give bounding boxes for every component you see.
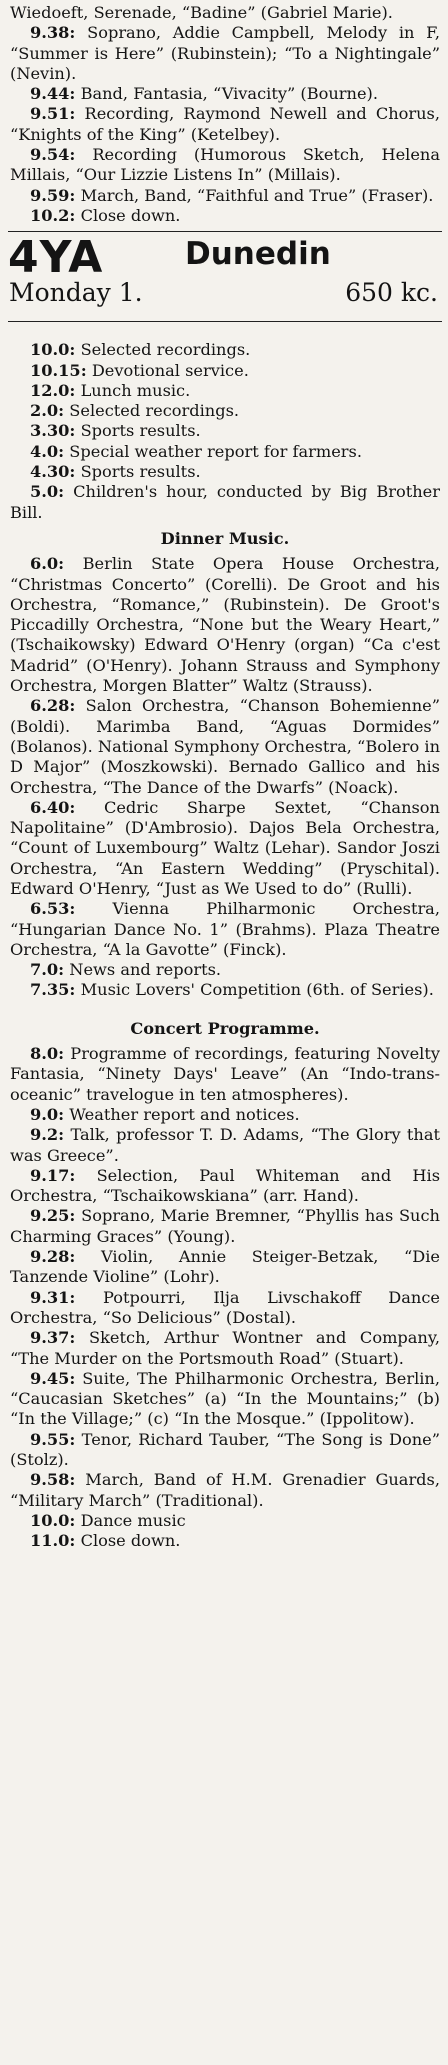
station-call-sign: 4YA <box>8 232 104 284</box>
entry-time: 10.15: <box>30 360 87 380</box>
entry-text: Dance music <box>80 1510 186 1530</box>
entry-time: 9.55: <box>30 1429 76 1449</box>
entry-time: 9.31: <box>30 1287 76 1307</box>
programme-entry <box>10 1105 440 1125</box>
dinner-music-heading: Dinner Music. <box>160 528 290 548</box>
entry-text: Salon Orchestra, “Chanson Bohemienne” (Boldi). Marimba Band, “Aguas Dormides” (Bolanos). National Symphony Orchestra, “Bolero in D Major” (Moszkowski). Bernado Gallico and his Orchestra, “The Dance of the Dwarfs” (Noack). <box>10 696 440 797</box>
entry-time: 9.58: <box>30 1470 76 1490</box>
previous-station-listing <box>10 3 440 226</box>
programme-entry <box>10 798 440 899</box>
programme-entry <box>10 3 440 23</box>
programme-entry <box>10 186 440 206</box>
entry-text: Sketch, Arthur Wontner and Company, “The Murder on the Portsmouth Road” (Stuart). <box>10 1328 440 1368</box>
daytime-programme <box>10 340 440 523</box>
entry-time: 9.25: <box>30 1206 76 1226</box>
entry-text: Cedric Sharpe Sextet, “Chanson Napolitaine” (D'Ambrosio). Dajos Bela Orchestra, “Count of Luxembourg” Waltz (Lehar). Sandor Joszi Orchestra, “An Eastern Wedding” (Pryschital). Edward O'Henry, “Just as We Used to do” (Rulli). <box>10 797 440 898</box>
entry-time: 3.30: <box>30 421 76 441</box>
entry-text: News and reports. <box>69 960 222 980</box>
entry-text: Programme of recordings, featuring Novelty Fantasia, “Ninety Days' Leave” (An “Indo-trans-oceanic” travelogue in ten atmospheres). <box>10 1044 440 1104</box>
spacer <box>10 328 440 340</box>
programme-entry <box>10 554 440 696</box>
entry-time: 9.45: <box>30 1368 76 1388</box>
programme-entry <box>10 1511 440 1531</box>
programme-entry <box>10 84 440 104</box>
station-city: Dunedin <box>185 236 331 273</box>
entry-text: Music Lovers' Competition (6th. of Series). <box>80 980 434 1000</box>
entry-time: 12.0: <box>30 380 76 400</box>
programme-entry <box>10 1430 440 1471</box>
dinner-music-programme <box>10 554 440 1001</box>
entry-text: Sports results. <box>80 462 201 482</box>
entry-time: 9.28: <box>30 1247 76 1267</box>
programme-entry <box>10 23 440 84</box>
entry-time: 8.0: <box>30 1044 65 1064</box>
entry-text: Special weather report for farmers. <box>69 441 362 461</box>
programme-entry <box>10 960 440 980</box>
entry-text: Selection, Paul Whiteman and His Orchestra, “Tschaikowskiana” (arr. Hand). <box>10 1165 440 1206</box>
concert-programme <box>10 1044 440 1551</box>
spacer <box>10 1001 440 1013</box>
programme-entry <box>10 442 440 462</box>
programme-entry <box>10 1288 440 1329</box>
entry-text: Suite, The Philharmonic Orchestra, Berlin, “Caucasian Sketches” (a) “In the Mountains;” (b) “In the Village;” (c) “In the Mosque.” (Ippolitow). <box>10 1368 440 1429</box>
entry-time: 9.2: <box>30 1125 65 1145</box>
entry-time: 10.0: <box>30 340 76 360</box>
entry-text: Lunch music. <box>80 380 191 400</box>
entry-time: 6.40: <box>30 797 76 817</box>
entry-time: 9.38: <box>30 23 76 43</box>
entry-text: Sports results. <box>80 421 201 441</box>
programme-entry <box>10 104 440 145</box>
entry-text: March, Band of H.M. Grenadier Guards, “Military March” (Traditional). <box>10 1470 440 1510</box>
programme-entry <box>10 1247 440 1288</box>
entry-text: Soprano, Addie Campbell, Melody in F, “Summer is Here” (Rubinstein); “To a Nightingale” (Nevin). <box>10 23 440 83</box>
station-frequency: 650 kc. <box>345 278 438 308</box>
entry-time: 9.54: <box>30 145 76 165</box>
entry-text: Berlin State Opera House Orchestra, “Christmas Concerto” (Corelli). De Groot and his Orchestra, “Romance,” (Rubinstein). De Groot's Piccadilly Orchestra, “None but the Weary Heart,” (Tschaikowsky) Edward O'Henry (organ) “Ca c'est Madrid” (O'Henry). Johann Strauss and Symphony Orchestra, Morgen Blatter” Waltz (Strauss). <box>10 554 440 696</box>
entry-time: 7.35: <box>30 980 76 1000</box>
entry-time: 9.17: <box>30 1165 76 1185</box>
entry-time: 9.37: <box>30 1328 76 1348</box>
entry-text: Close down. <box>80 1531 181 1551</box>
entry-time: 4.0: <box>30 441 65 461</box>
programme-entry <box>10 462 440 482</box>
programme-entry <box>10 696 440 797</box>
entry-text: Children's hour, conducted by Big Brother Bill. <box>10 482 440 522</box>
entry-text: Violin, Annie Steiger-Betzak, “Die Tanzende Violine” (Lohr). <box>10 1247 440 1287</box>
programme-entry <box>10 1470 440 1511</box>
programme-entry <box>10 421 440 441</box>
programme-entry <box>10 1369 440 1430</box>
entry-time: 10.0: <box>30 1510 76 1530</box>
entry-time: 2.0: <box>30 401 65 421</box>
entry-text: Close down. <box>80 205 181 225</box>
header-divider <box>8 321 442 322</box>
entry-time: 5.0: <box>30 482 65 502</box>
entry-text: Vienna Philharmonic Orchestra, “Hungarian Dance No. 1” (Brahms). Plaza Theatre Orchestra, “A la Gavotte” (Finck). <box>10 899 440 959</box>
programme-entry <box>10 206 440 226</box>
entry-time: 11.0: <box>30 1531 76 1551</box>
entry-text: Recording (Humorous Sketch, Helena Millais, “Our Lizzie Listens In” (Millais). <box>10 145 440 185</box>
programme-entry <box>10 482 440 523</box>
programme-entry <box>10 361 440 381</box>
entry-text: Potpourri, Ilja Livschakoff Dance Orchestra, “So Delicious” (Dostal). <box>10 1287 440 1327</box>
entry-time: 7.0: <box>30 960 65 980</box>
entry-time: 9.51: <box>30 104 76 124</box>
concert-programme-heading: Concert Programme. <box>130 1018 320 1038</box>
programme-entry <box>10 1044 440 1105</box>
programme-entry <box>10 1125 440 1166</box>
entry-time: 9.59: <box>30 185 76 205</box>
entry-text: Tenor, Richard Tauber, “The Song is Done” (Stolz). <box>10 1429 440 1469</box>
entry-time: 6.28: <box>30 696 76 716</box>
entry-time: 9.0: <box>30 1104 65 1124</box>
programme-entry <box>10 1206 440 1247</box>
entry-text: Band, Fantasia, “Vivacity” (Bourne). <box>80 84 378 104</box>
entry-time: 9.44: <box>30 84 76 104</box>
programme-entry <box>10 1531 440 1551</box>
entry-text: Devotional service. <box>91 360 249 380</box>
entry-text: Recording, Raymond Newell and Chorus, “Knights of the King” (Ketelbey). <box>10 104 440 144</box>
programme-entry <box>10 381 440 401</box>
entry-text: Talk, professor T. D. Adams, “The Glory that was Greece”. <box>10 1125 440 1165</box>
station-day: Monday 1. <box>9 278 143 308</box>
programme-entry <box>10 980 440 1000</box>
entry-text: Soprano, Marie Bremner, “Phyllis has Such Charming Graces” (Young). <box>10 1206 440 1246</box>
entry-time: 6.53: <box>30 899 76 919</box>
entry-text: Weather report and notices. <box>69 1104 300 1124</box>
entry-text: Wiedoeft, Serenade, “Badine” (Gabriel Marie). <box>10 3 393 22</box>
entry-time: 10.2: <box>30 205 76 225</box>
programme-entry <box>10 401 440 421</box>
programme-entry <box>10 340 440 360</box>
programme-entry <box>10 1328 440 1369</box>
programme-entry <box>10 145 440 186</box>
station-header <box>8 232 440 316</box>
entry-text: March, Band, “Faithful and True” (Fraser). <box>80 185 434 205</box>
entry-time: 4.30: <box>30 462 76 482</box>
programme-entry <box>10 899 440 960</box>
programme-entry <box>10 1166 440 1207</box>
entry-text: Selected recordings. <box>69 401 240 421</box>
entry-text: Selected recordings. <box>80 340 251 360</box>
entry-time: 6.0: <box>30 554 65 574</box>
